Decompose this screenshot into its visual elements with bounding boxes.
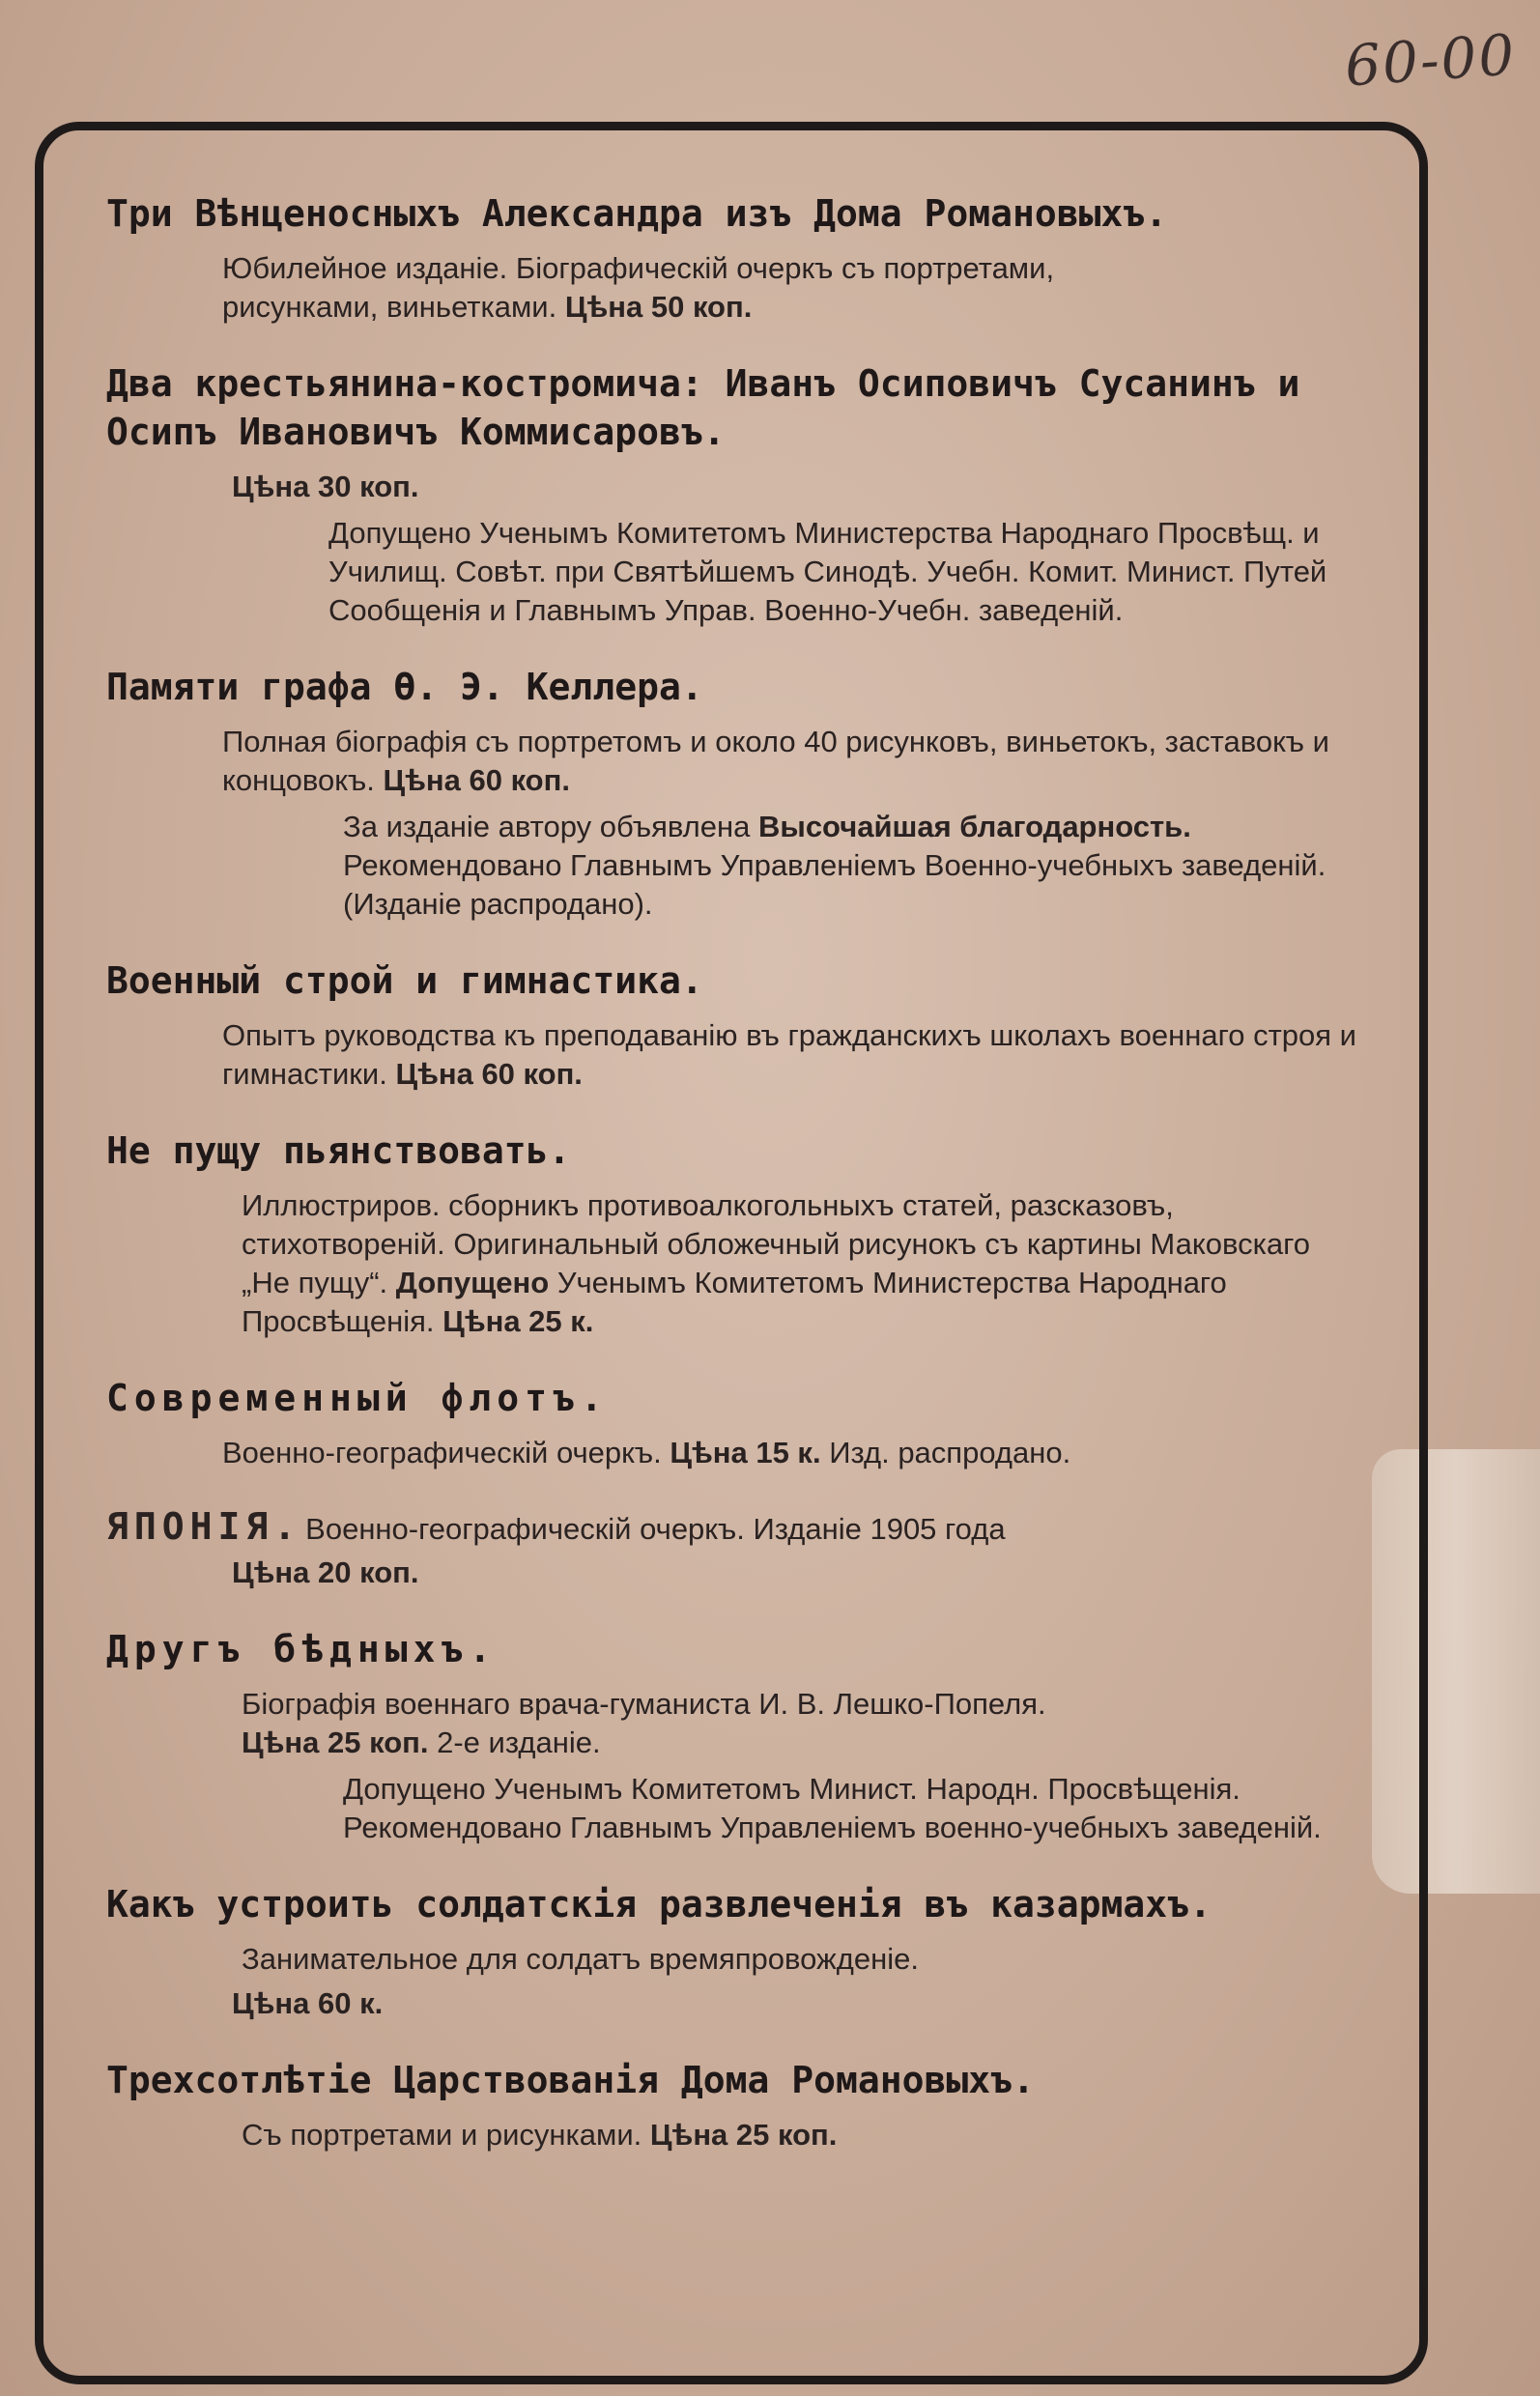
entry-price: Цѣна 15 к.: [670, 1436, 821, 1469]
entry-price: Цѣна 60 к.: [232, 1986, 384, 2020]
entry-note: Допущено Ученымъ Комитетомъ Министерства Народнаго Просвѣщ. и Училищ. Совѣт. при Святѣйшемъ Синодѣ. Учебн. Комит. Минист. Путей Сообщенія и Главнымъ Управ. Военно-Учебн. заведеній.: [328, 516, 1327, 627]
entry-description: Иллюстриров. сборникъ противоалкогольныхъ статей, разсказовъ, стихотвореній. Оригинальный обложечный рисунокъ съ картины Маковскаго „Не пущу“. Допущено Ученымъ Комитетомъ Министерства Народнаго Просвѣщенія. Цѣна 25 к.: [242, 1188, 1310, 1338]
entry-price: Цѣна 25 коп.: [242, 1726, 429, 1759]
entry-title: Другъ бѣдныхъ.: [106, 1628, 498, 1670]
entry-title: Три Вѣнценосныхъ Александра изъ Дома Романовыхъ.: [106, 192, 1168, 235]
entry-description: Біографія военнаго врача-гуманиста И. В. Лешко-Попеля. Цѣна 25 коп. 2-е изданіе.: [242, 1687, 1046, 1759]
catalog-entry: [106, 956, 1362, 1094]
entry-price: Цѣна 25 к.: [442, 1304, 594, 1338]
entry-title: Памяти графа Ѳ. Э. Келлера.: [106, 666, 703, 708]
catalog-list: [106, 189, 1362, 2187]
entry-description: Военно-географическій очеркъ. Цѣна 15 к. Изд. распродано.: [222, 1436, 1071, 1469]
catalog-entry: [106, 1880, 1362, 2023]
entry-note: Допущено Ученымъ Комитетомъ Минист. Народн. Просвѣщенія. Рекомендовано Главнымъ Управленіемъ военно-учебныхъ заведеній.: [343, 1772, 1322, 1844]
entry-description: Военно-географическій очеркъ. Изданіе 1905 года: [305, 1512, 1006, 1546]
entry-price: Цѣна 60 коп.: [383, 763, 570, 797]
entry-inline-line: [106, 1505, 1362, 1548]
entry-description: Съ портретами и рисунками. Цѣна 25 коп.: [242, 2118, 838, 2152]
entry-title: Трехсотлѣтіе Царствованія Дома Романовыхъ.: [106, 2059, 1035, 2101]
entry-description: Занимательное для солдатъ времяпровожденіе.: [242, 1942, 919, 1976]
entry-price: Цѣна 30 коп.: [232, 470, 419, 503]
entry-title: Два крестьянина-костромича: Иванъ Осиповичъ Сусанинъ и Осипъ Ивановичъ Коммисаровъ.: [106, 362, 1300, 453]
catalog-entry: [106, 663, 1362, 924]
entry-description: Юбилейное изданіе. Біографическій очеркъ съ портретами, рисунками, виньетками. Цѣна 50 коп.: [222, 251, 1055, 324]
entry-title: Военный строй и гимнастика.: [106, 959, 703, 1002]
entry-price: Цѣна 20 коп.: [232, 1555, 419, 1589]
catalog-entry: [106, 1625, 1362, 1847]
entry-description: Полная біографія съ портретомъ и около 40 рисунковъ, виньетокъ, заставокъ и концовокъ. Цѣна 60 коп.: [222, 725, 1329, 797]
entry-price: Цѣна 25 коп.: [649, 2118, 838, 2152]
entry-note: За изданіе автору объявлена Высочайшая благодарность. Рекомендовано Главнымъ Управленіемъ Военно-учебныхъ заведеній. (Изданіе распродано).: [343, 810, 1326, 921]
entry-price: Цѣна 50 коп.: [564, 290, 753, 324]
entry-title: Какъ устроить солдатскія развлеченія въ казармахъ.: [106, 1883, 1212, 1925]
catalog-entry: [106, 1505, 1362, 1592]
entry-title: Современный флотъ.: [106, 1377, 609, 1419]
handwritten-page-number: 60-00: [1342, 21, 1519, 100]
catalog-entry: [106, 2056, 1362, 2154]
catalog-entry: [106, 359, 1362, 630]
entry-title: Не пущу пьянствовать.: [106, 1129, 571, 1172]
catalog-entry: [106, 189, 1362, 327]
entry-title: ЯПОНІЯ.: [106, 1505, 302, 1548]
entry-description: Опытъ руководства къ преподаванію въ гражданскихъ школахъ военнаго строя и гимнастики. Цѣна 60 коп.: [222, 1018, 1356, 1091]
entry-price: Цѣна 60 коп.: [395, 1057, 583, 1091]
catalog-entry: [106, 1374, 1362, 1472]
catalog-entry: [106, 1127, 1362, 1341]
